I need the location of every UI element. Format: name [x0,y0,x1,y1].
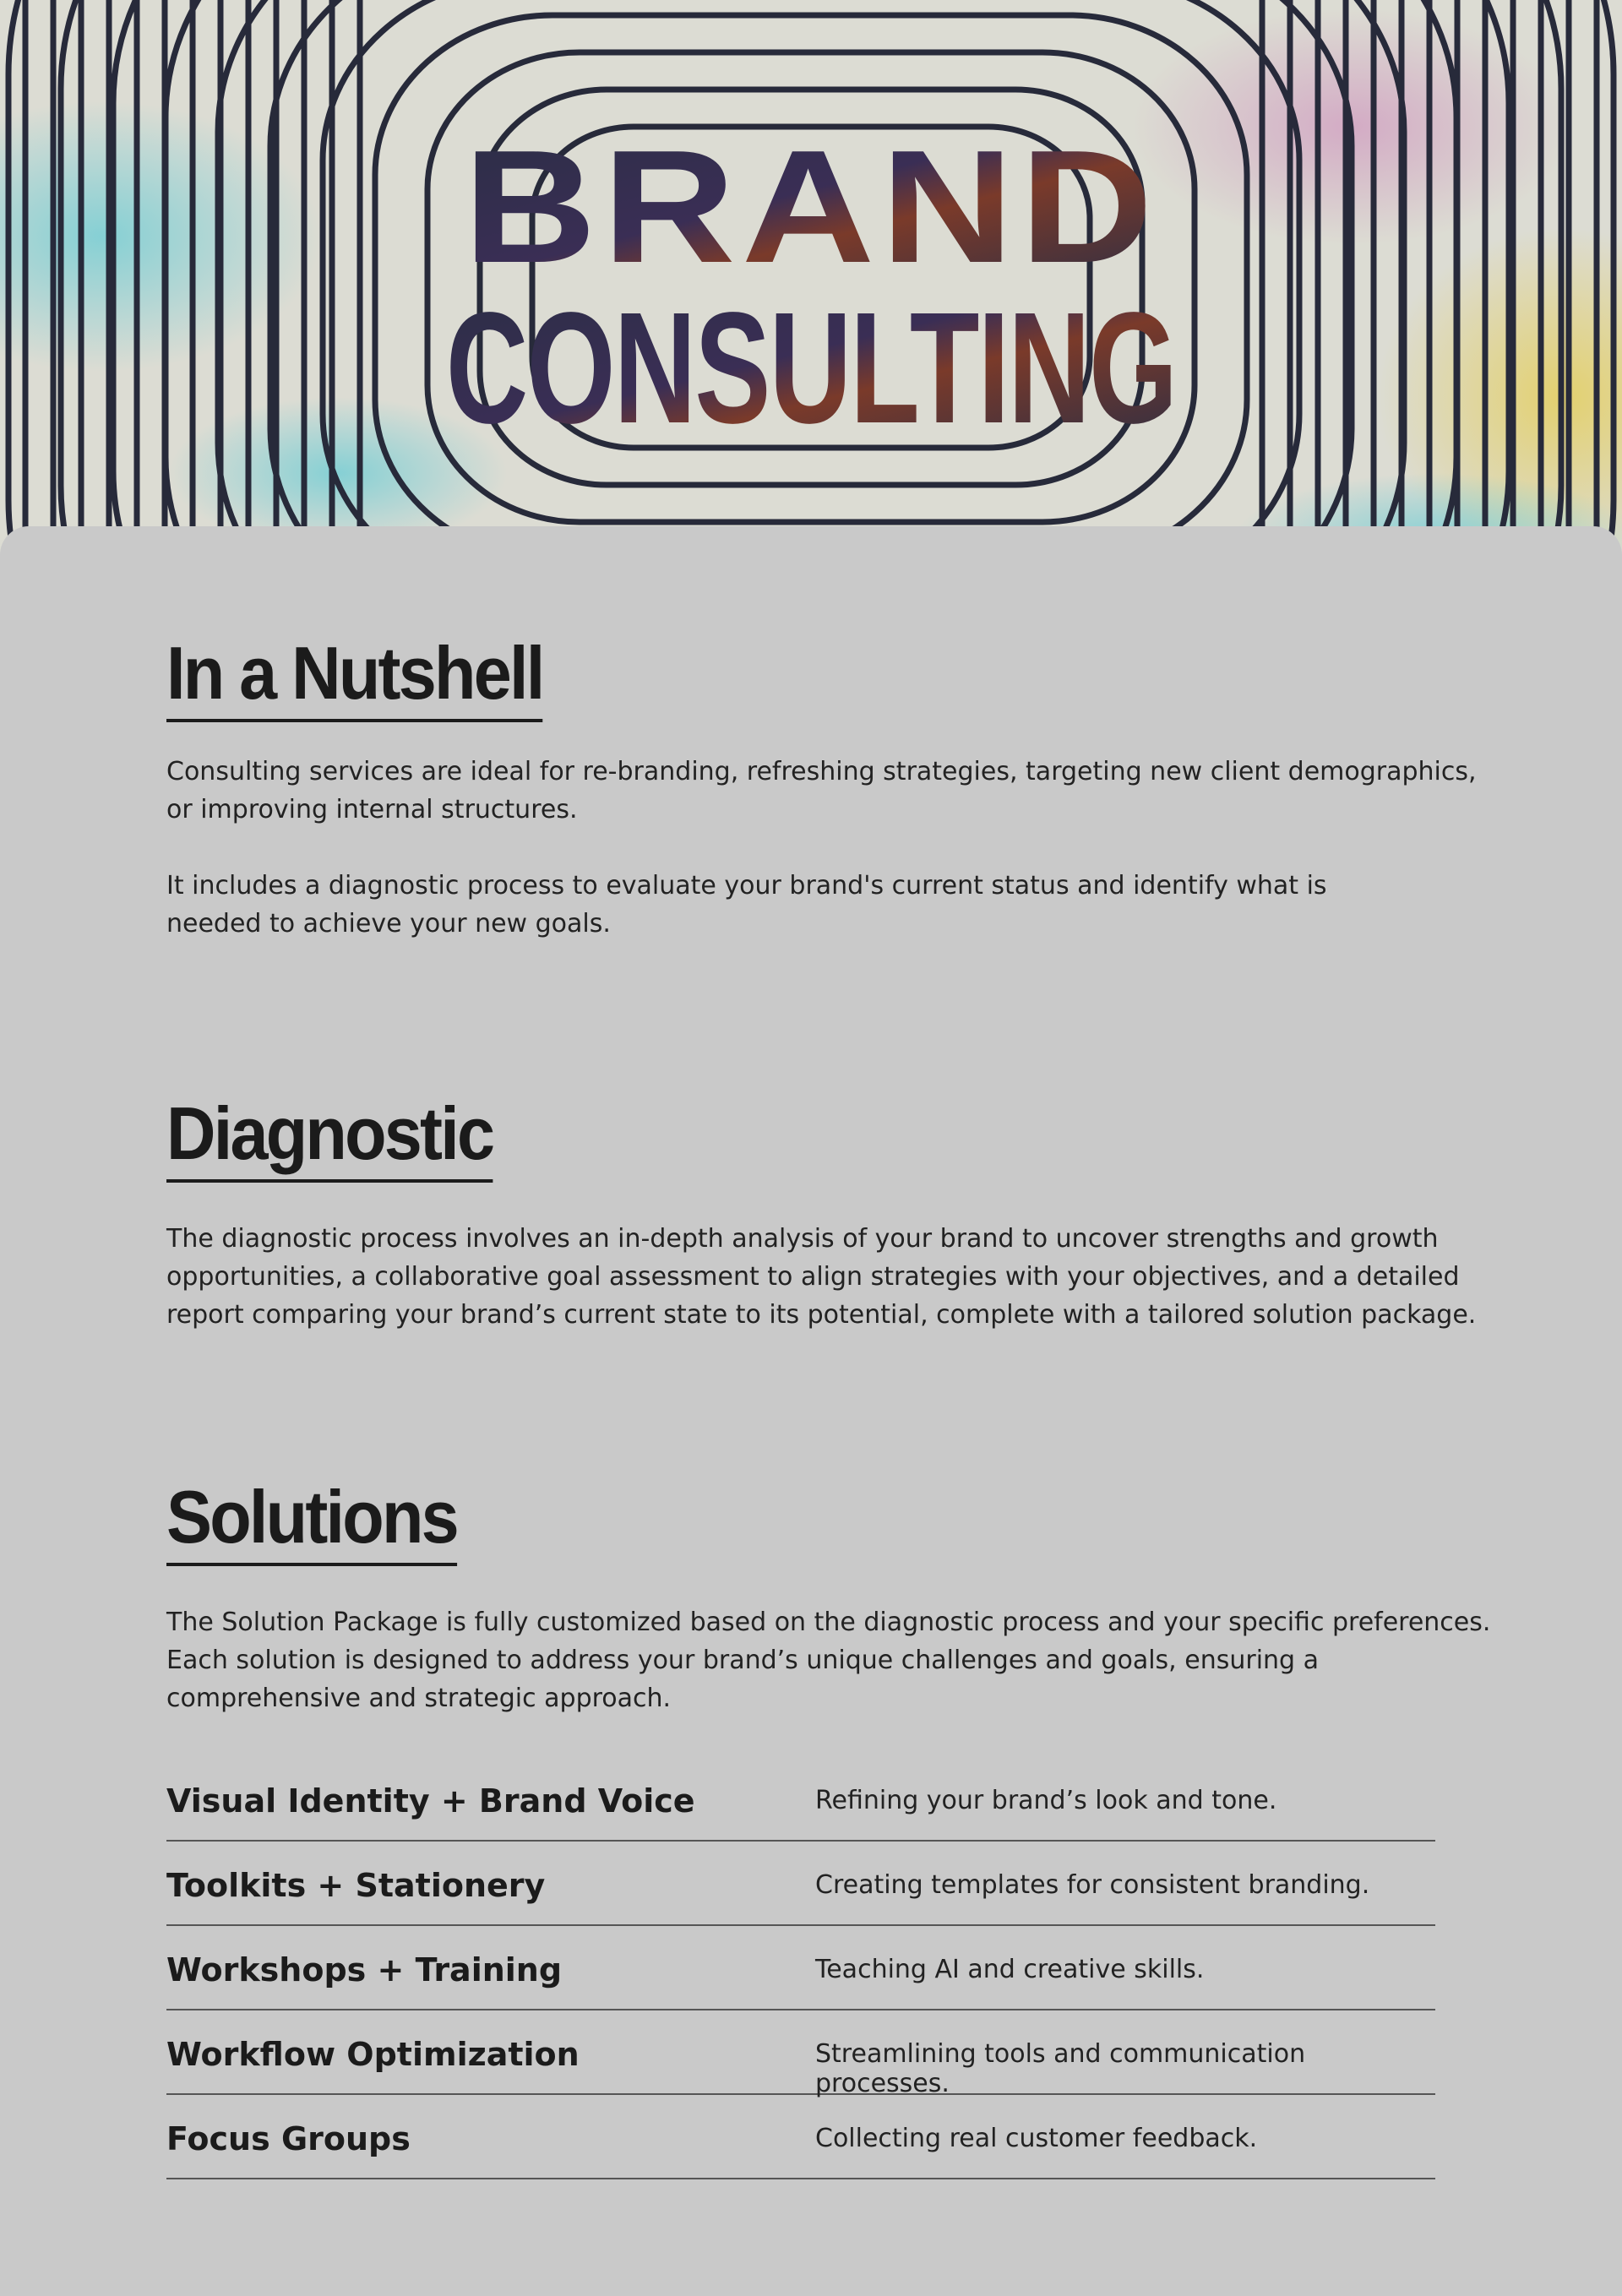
nutshell-paragraph-1: Consulting services are ideal for re-branding, refreshing strategies, targeting new client demographics, or improving internal structures. [166,757,1477,824]
logo-line1: BRAND [463,117,1159,297]
nutshell-paragraph-2: It includes a diagnostic process to evaluate your brand's current status and identify what is needed to achieve your new goals. [166,871,1327,939]
solution-name: Workflow Optimization [166,2036,580,2073]
solution-description: Creating templates for consistent branding. [815,1870,1370,1900]
solution-description: Refining your brand’s look and tone. [815,1786,1277,1815]
section-nutshell [166,631,1477,943]
section-solutions [166,1475,1491,1717]
section-title-nutshell: In a Nutshell [166,636,542,722]
section-diagnostic [166,1091,1477,1334]
solution-row [166,2095,1435,2179]
section-title-solutions: Solutions [166,1480,457,1566]
solution-name: Visual Identity + Brand Voice [166,1782,695,1820]
solution-row [166,1757,1435,1842]
solution-description: Teaching AI and creative skills. [815,1955,1205,1984]
section-title-diagnostic: Diagnostic [166,1096,493,1183]
solution-row [166,1926,1435,2010]
solution-name: Toolkits + Stationery [166,1867,546,1904]
solution-description: Collecting real customer feedback. [815,2124,1258,2153]
brand-consulting-logo-artwork [0,0,1622,591]
solution-name: Focus Groups [166,2120,411,2157]
solution-name: Workshops + Training [166,1951,563,1989]
solution-description: Streamlining tools and communication processes. [815,2039,1306,2098]
solutions-table [166,1757,1435,2179]
logo-wordmark [446,117,1176,456]
solution-row [166,2010,1435,2098]
logo-line2: CONSULTING [445,279,1177,457]
solution-row [166,1842,1435,1926]
diagnostic-paragraph: The diagnostic process involves an in-depth analysis of your brand to uncover strengths and growth opportunities, a collaborative goal assessment to align strategies with your objectives, and a detailed report comparing your brand’s current state to its potential, complete with a tailored solution package. [166,1224,1477,1330]
hero-banner [0,0,1622,591]
solutions-paragraph: The Solution Package is fully customized based on the diagnostic process and your specific preferences. Each solution is designed to address your brand’s unique challenges and goals, ensuring a comprehensive and strategic approach. [166,1608,1491,1713]
